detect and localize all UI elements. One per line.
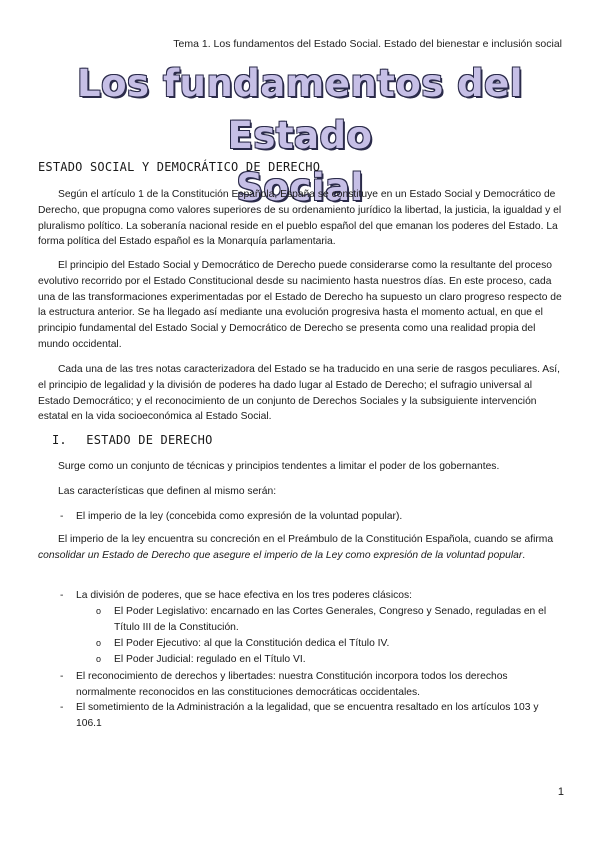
paragraph-evolucion: El principio del Estado Social y Democrático de Derecho puede considerarse como la resultante del proceso evolutivo recorrido por el Estado Constitucional desde su nacimiento hasta nuestros días. En este proceso, cada una de las transformaciones experimentadas por el Estado de Derecho ha supuesto un claro progreso respecto de la estructura anterior. Se ha llegado así mediante una evolución progresiva hasta el momento actual, en que el principio fundamental del Estado Social y Democrático de Derecho se presenta como una realidad propia del mundo occidental. bbox=[38, 260, 562, 350]
preambulo-end: . bbox=[522, 549, 526, 561]
page-number: 1 bbox=[557, 786, 564, 798]
title-line-2: Social bbox=[236, 166, 364, 209]
circle-bullet: o bbox=[96, 638, 102, 648]
paragraph-surge: Surge como un conjunto de técnicas y principios tendentes a limitar el poder de los gobernantes. bbox=[58, 461, 500, 472]
paragraph-tres-notas: Cada una de las tres notas caracterizadora del Estado se ha traducido en una serie de rasgos peculiares. Así, el principio de legalidad y la división de poderes ha dado lugar al Estado de Derecho; el sufragio universal al Estado Democrático; y el reconocimiento de un conjunto de Derechos Sociales y la subsiguiente intervención estatal en la vida socioeconómica al Estado Social. bbox=[38, 364, 560, 423]
preambulo-text: El imperio de la ley encuentra su concreción en el Preámbulo de la Constitución Española, cuando se afirma bbox=[58, 534, 554, 545]
list-item-text: El sometimiento de la Administración a la legalidad, que se encuentra resaltado en los artículos 103 y 106.1 bbox=[76, 702, 539, 729]
paragraph-preambulo bbox=[38, 532, 562, 564]
title-line-1: Los fundamentos del Estado bbox=[77, 62, 523, 157]
list-item-text: El imperio de la ley (concebida como expresión de la voluntad popular). bbox=[76, 511, 403, 522]
sublist-item-text: El Poder Judicial: regulado en el Título VI. bbox=[114, 654, 306, 665]
section-heading-estado-social: ESTADO SOCIAL Y DEMOCRÁTICO DE DERECHO bbox=[38, 160, 321, 174]
sublist-item-text: El Poder Ejecutivo: al que la Constitución dedica el Título IV. bbox=[114, 638, 390, 649]
running-header: Tema 1. Los fundamentos del Estado Social. Estado del bienestar e inclusión social bbox=[173, 38, 562, 50]
sublist-item-legislativo bbox=[96, 604, 566, 636]
dash-bullet: - bbox=[60, 702, 64, 713]
sublist-item-ejecutivo bbox=[96, 636, 566, 652]
section-title: ESTADO DE DERECHO bbox=[86, 433, 213, 447]
dash-bullet: - bbox=[60, 590, 64, 601]
list-item-imperio-ley bbox=[60, 509, 560, 525]
preambulo-quote: consolidar un Estado de Derecho que asegure el imperio de la Ley como expresión de la voluntad popular bbox=[38, 549, 523, 561]
list-item-text: La división de poderes, que se hace efectiva en los tres poderes clásicos: bbox=[76, 590, 412, 601]
sublist-item-text: El Poder Legislativo: encarnado en las Cortes Generales, Congreso y Senado, reguladas en el Título III de la Constitución. bbox=[114, 606, 547, 633]
paragraph-caracteristicas: Las características que definen al mismo serán: bbox=[58, 486, 277, 497]
list-item-sometimiento bbox=[60, 700, 560, 732]
list-item-division-poderes bbox=[60, 588, 560, 604]
list-item-text: El reconocimiento de derechos y libertades: nuestra Constitución incorpora todos los derechos normalmente reconocidos en las constituciones democráticas occidentales. bbox=[76, 671, 508, 698]
dash-bullet: - bbox=[60, 511, 64, 522]
dash-bullet: - bbox=[60, 671, 64, 682]
list-item-derechos-libertades bbox=[60, 669, 560, 701]
section-number: I. bbox=[52, 433, 67, 447]
paragraph-articulo-1: Según el artículo 1 de la Constitución Española, España se constituye en un Estado Social y Democrático de Derecho, que propugna como valores superiores de su ordenamiento jurídico la libertad, la justicia, la igualdad y el pluralismo político. La soberanía nacional reside en el pueblo español del que emanan los poderes del Estado. La forma política del Estado español es la Monarquía parlamentaria. bbox=[38, 189, 562, 248]
circle-bullet: o bbox=[96, 606, 102, 616]
circle-bullet: o bbox=[96, 654, 102, 664]
section-heading-estado-derecho bbox=[52, 433, 213, 447]
sublist-item-judicial bbox=[96, 652, 566, 668]
